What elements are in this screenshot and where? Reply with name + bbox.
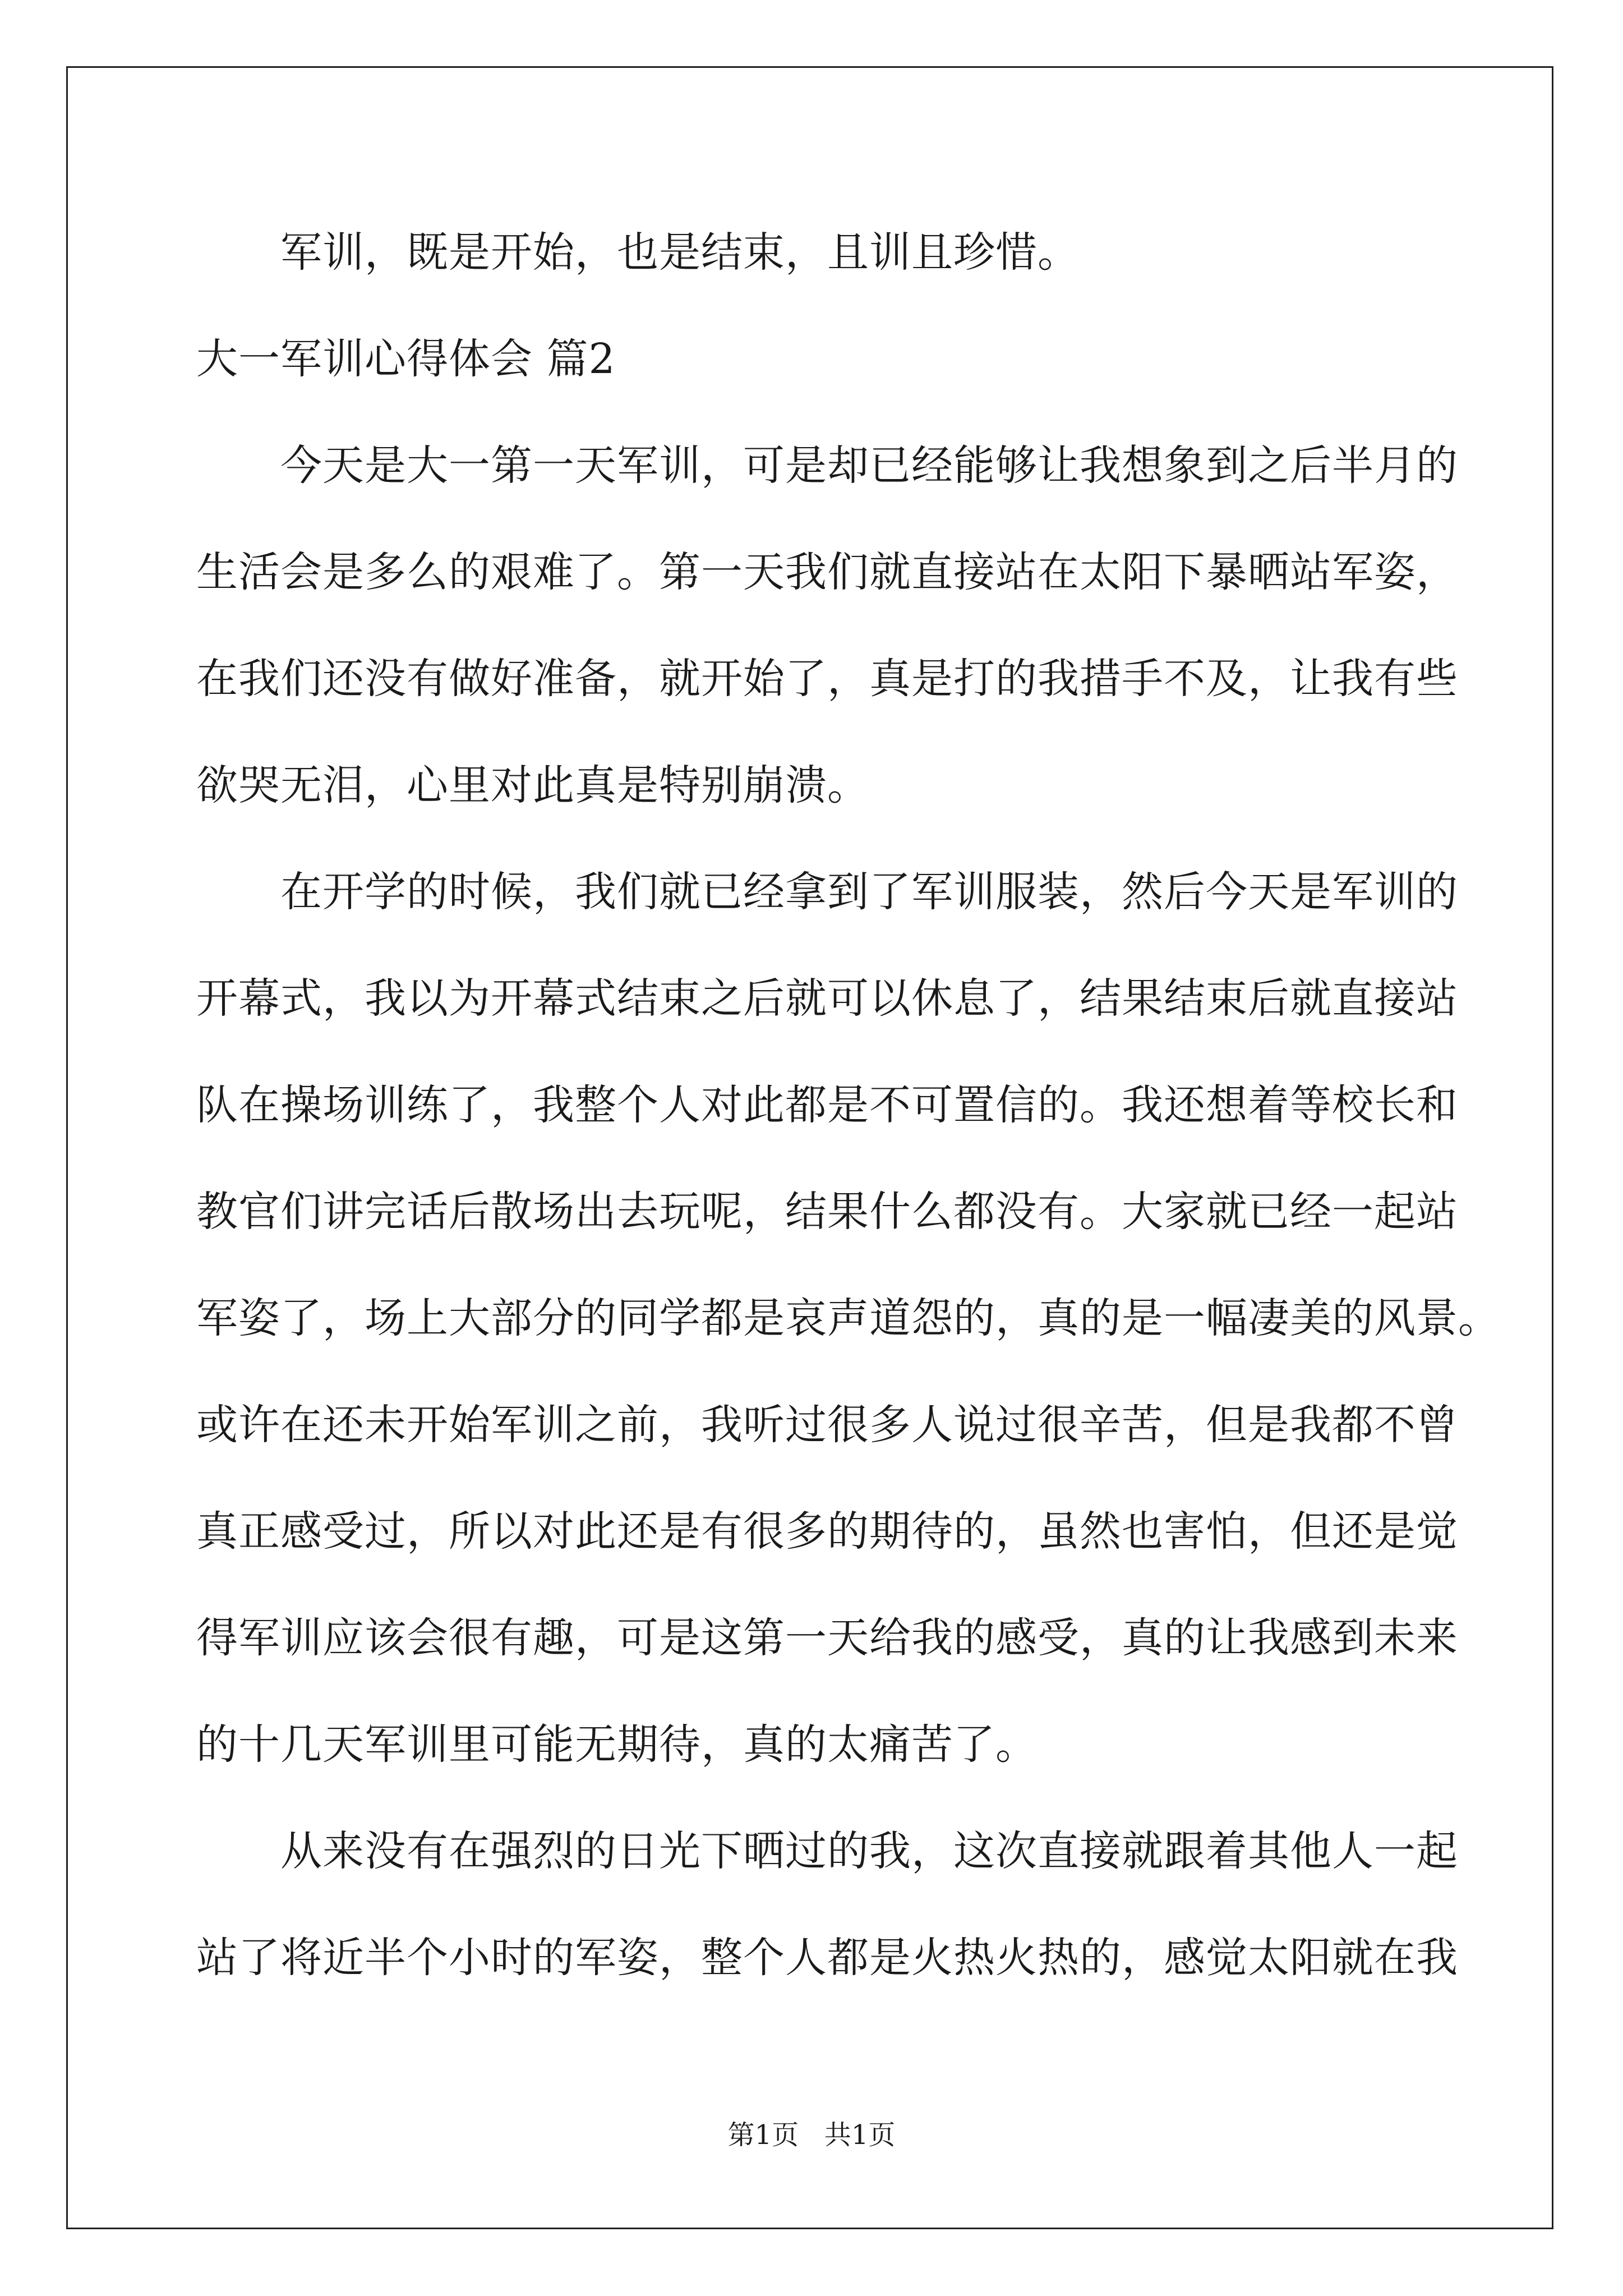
paragraph-line: 今天是大一第一天军训，可是却已经能够让我想象到之后半月的 — [280, 441, 1458, 490]
paragraph-line: 真正感受过，所以对此还是有很多的期待的，虽然也害怕，但还是觉 — [196, 1507, 1458, 1556]
section-heading: 大一军训心得体会 篇2 — [196, 335, 616, 383]
paragraph-line: 在开学的时候，我们就已经拿到了军训服装，然后今天是军训的 — [280, 868, 1458, 916]
paragraph-line: 或许在还未开始军训之前，我听过很多人说过很辛苦，但是我都不曾 — [196, 1401, 1458, 1449]
paragraph-line: 站了将近半个小时的军姿，整个人都是火热火热的，感觉太阳就在我 — [196, 1934, 1458, 1982]
paragraph-line: 从来没有在强烈的日光下晒过的我，这次直接就跟着其他人一起 — [280, 1827, 1458, 1875]
paragraph-line: 开幕式，我以为开幕式结束之后就可以休息了，结果结束后就直接站 — [196, 974, 1458, 1023]
paragraph-line: 军姿了，场上大部分的同学都是哀声道怨的，真的是一幅凄美的风景。 — [196, 1294, 1500, 1342]
paragraph-line: 欲哭无泪，心里对此真是特别崩溃。 — [196, 761, 869, 809]
page-footer: 第1页 共1页 — [727, 2119, 896, 2151]
paragraph-line: 在我们还没有做好准备，就开始了，真是打的我措手不及，让我有些 — [196, 655, 1458, 703]
paragraph-line: 的十几天军训里可能无期待，真的太痛苦了。 — [196, 1720, 1038, 1769]
page-border — [66, 66, 1553, 2229]
paragraph-line: 队在操场训练了，我整个人对此都是不可置信的。我还想着等校长和 — [196, 1081, 1458, 1129]
paragraph-line: 军训，既是开始，也是结束，且训且珍惜。 — [280, 228, 1080, 277]
paragraph-line: 得军训应该会很有趣，可是这第一天给我的感受，真的让我感到未来 — [196, 1614, 1458, 1662]
paragraph-line: 教官们讲完话后散场出去玩呢，结果什么都没有。大家就已经一起站 — [196, 1188, 1458, 1236]
paragraph-line: 生活会是多么的艰难了。第一天我们就直接站在太阳下暴晒站军姿， — [196, 548, 1458, 596]
